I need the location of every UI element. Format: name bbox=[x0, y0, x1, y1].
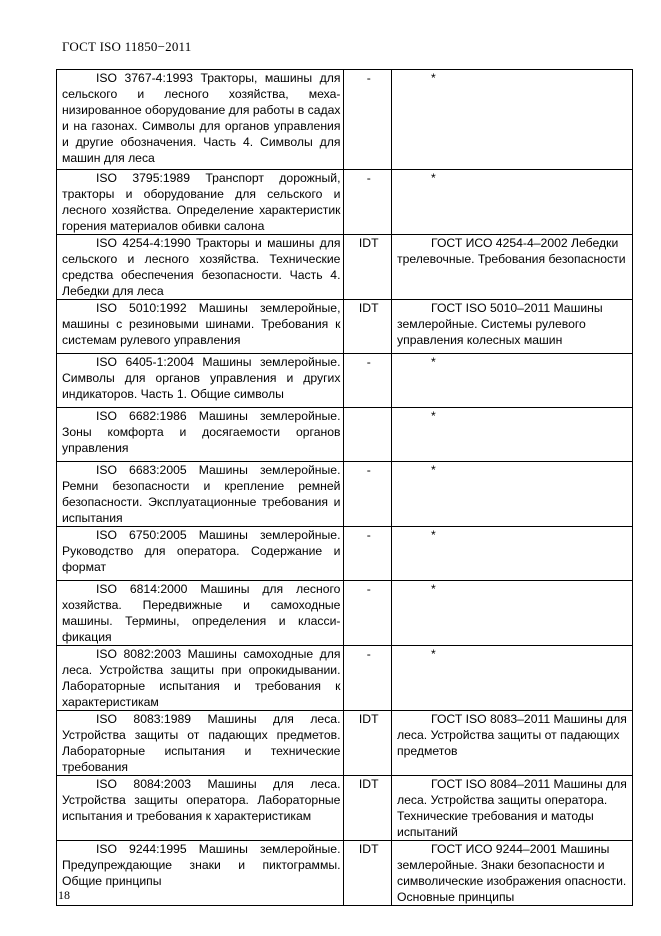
correspondence-degree-cell: IDT bbox=[344, 841, 392, 906]
table-row bbox=[57, 776, 633, 841]
correspondence-degree-cell: - bbox=[344, 646, 392, 711]
table-row bbox=[57, 581, 633, 646]
intl-standard-cell: ISO 8084:2003 Машины для леса. Устройства защиты оператора. Лабораторные испытания и требования к характеристикам bbox=[57, 776, 344, 841]
intl-standard-cell: ISO 8082:2003 Машины самоходные для леса. Устройства защиты при опрокидывании. Лабораторные испытания и требования к характеристикам bbox=[57, 646, 344, 711]
correspondence-degree-cell: - bbox=[344, 527, 392, 581]
correspondence-degree-cell: - bbox=[344, 70, 392, 170]
national-standard-cell: * bbox=[392, 354, 633, 408]
intl-standard-cell: ISO 3767-4:1993 Тракторы, машины для сельского и лесного хозяйства, механизированное оборудование для работы в садах и на газонах. Символы для органов управления и другие обозначения. Часть 4. Символы для машин для леса bbox=[57, 70, 344, 170]
page-number: 18 bbox=[58, 888, 70, 902]
national-standard-cell: ГОСТ ISO 5010–2011 Машины землеройные. Системы рулевого управления колесных машин bbox=[392, 300, 633, 354]
table-row bbox=[57, 711, 633, 776]
page-header: ГОСТ ISO 11850−2011 bbox=[62, 39, 192, 54]
national-standard-cell: * bbox=[392, 462, 633, 527]
national-standard-cell: ГОСТ ИСО 9244–2001 Машины землеройные. Знаки безопасности и символические изображения опасности. Основные принципы bbox=[392, 841, 633, 906]
national-standard-cell: * bbox=[392, 70, 633, 170]
table-row bbox=[57, 235, 633, 300]
correspondence-degree-cell: IDT bbox=[344, 235, 392, 300]
intl-standard-cell: ISO 3795:1989 Транспорт дорожный, тракторы и оборудование для сельского и лесного хозяйства. Определение характеристик горения материалов обивки салона bbox=[57, 170, 344, 235]
table-row bbox=[57, 408, 633, 462]
correspondence-degree-cell: IDT bbox=[344, 300, 392, 354]
correspondence-degree-cell: - bbox=[344, 170, 392, 235]
intl-standard-cell: ISO 8083:1989 Машины для леса. Устройства защиты от падающих предметов. Лабораторные испытания и технические требования bbox=[57, 711, 344, 776]
intl-standard-cell: ISO 6682:1986 Машины землеройные. Зоны комфорта и досягаемости органов управления bbox=[57, 408, 344, 462]
table-row bbox=[57, 70, 633, 170]
intl-standard-cell: ISO 6750:2005 Машины землеройные. Руководство для оператора. Содержание и формат bbox=[57, 527, 344, 581]
table-row bbox=[57, 300, 633, 354]
intl-standard-cell: ISO 9244:1995 Машины землеройные. Предупреждающие знаки и пиктограммы. Общие принципы bbox=[57, 841, 344, 906]
correspondence-degree-cell: IDT bbox=[344, 711, 392, 776]
national-standard-cell: * bbox=[392, 581, 633, 646]
intl-standard-cell: ISO 5010:1992 Машины землеройные, машины с резиновыми шинами. Требования к системам рулевого управления bbox=[57, 300, 344, 354]
national-standard-cell: * bbox=[392, 170, 633, 235]
national-standard-cell: ГОСТ ИСО 4254-4–2002 Лебедки трелевочные. Требования безопасности bbox=[392, 235, 633, 300]
correspondence-degree-cell: - bbox=[344, 462, 392, 527]
national-standard-cell: ГОСТ ISO 8084–2011 Машины для леса. Устройства защиты оператора. Технические требования и матоды испытаний bbox=[392, 776, 633, 841]
table-row bbox=[57, 354, 633, 408]
national-standard-cell: * bbox=[392, 527, 633, 581]
national-standard-cell: * bbox=[392, 646, 633, 711]
national-standard-cell: * bbox=[392, 408, 633, 462]
national-standard-cell: ГОСТ ISO 8083–2011 Машины для леса. Устройства защиты от падающих предметов bbox=[392, 711, 633, 776]
intl-standard-cell: ISO 6683:2005 Машины землеройные. Ремни безопасности и крепление ремней безопасности. Эксплуатационные требования и испытания bbox=[57, 462, 344, 527]
table-row bbox=[57, 646, 633, 711]
intl-standard-cell: ISO 4254-4:1990 Тракторы и машины для сельского и лесного хозяйства. Технические средства обеспечения безопасности. Часть 4. Лебедки для леса bbox=[57, 235, 344, 300]
correspondence-degree-cell: - bbox=[344, 581, 392, 646]
table-row bbox=[57, 170, 633, 235]
standards-table bbox=[56, 69, 633, 906]
intl-standard-cell: ISO 6814:2000 Машины для лесного хозяйства. Передвижные и самоходные машины. Термины, определения и классификация bbox=[57, 581, 344, 646]
intl-standard-cell: ISO 6405-1:2004 Машины землеройные. Символы для органов управления и других индикаторов. Часть 1. Общие символы bbox=[57, 354, 344, 408]
correspondence-degree-cell: - bbox=[344, 354, 392, 408]
correspondence-degree-cell bbox=[344, 408, 392, 462]
table-row bbox=[57, 462, 633, 527]
correspondence-degree-cell: IDT bbox=[344, 776, 392, 841]
table-row bbox=[57, 841, 633, 906]
table-row bbox=[57, 527, 633, 581]
